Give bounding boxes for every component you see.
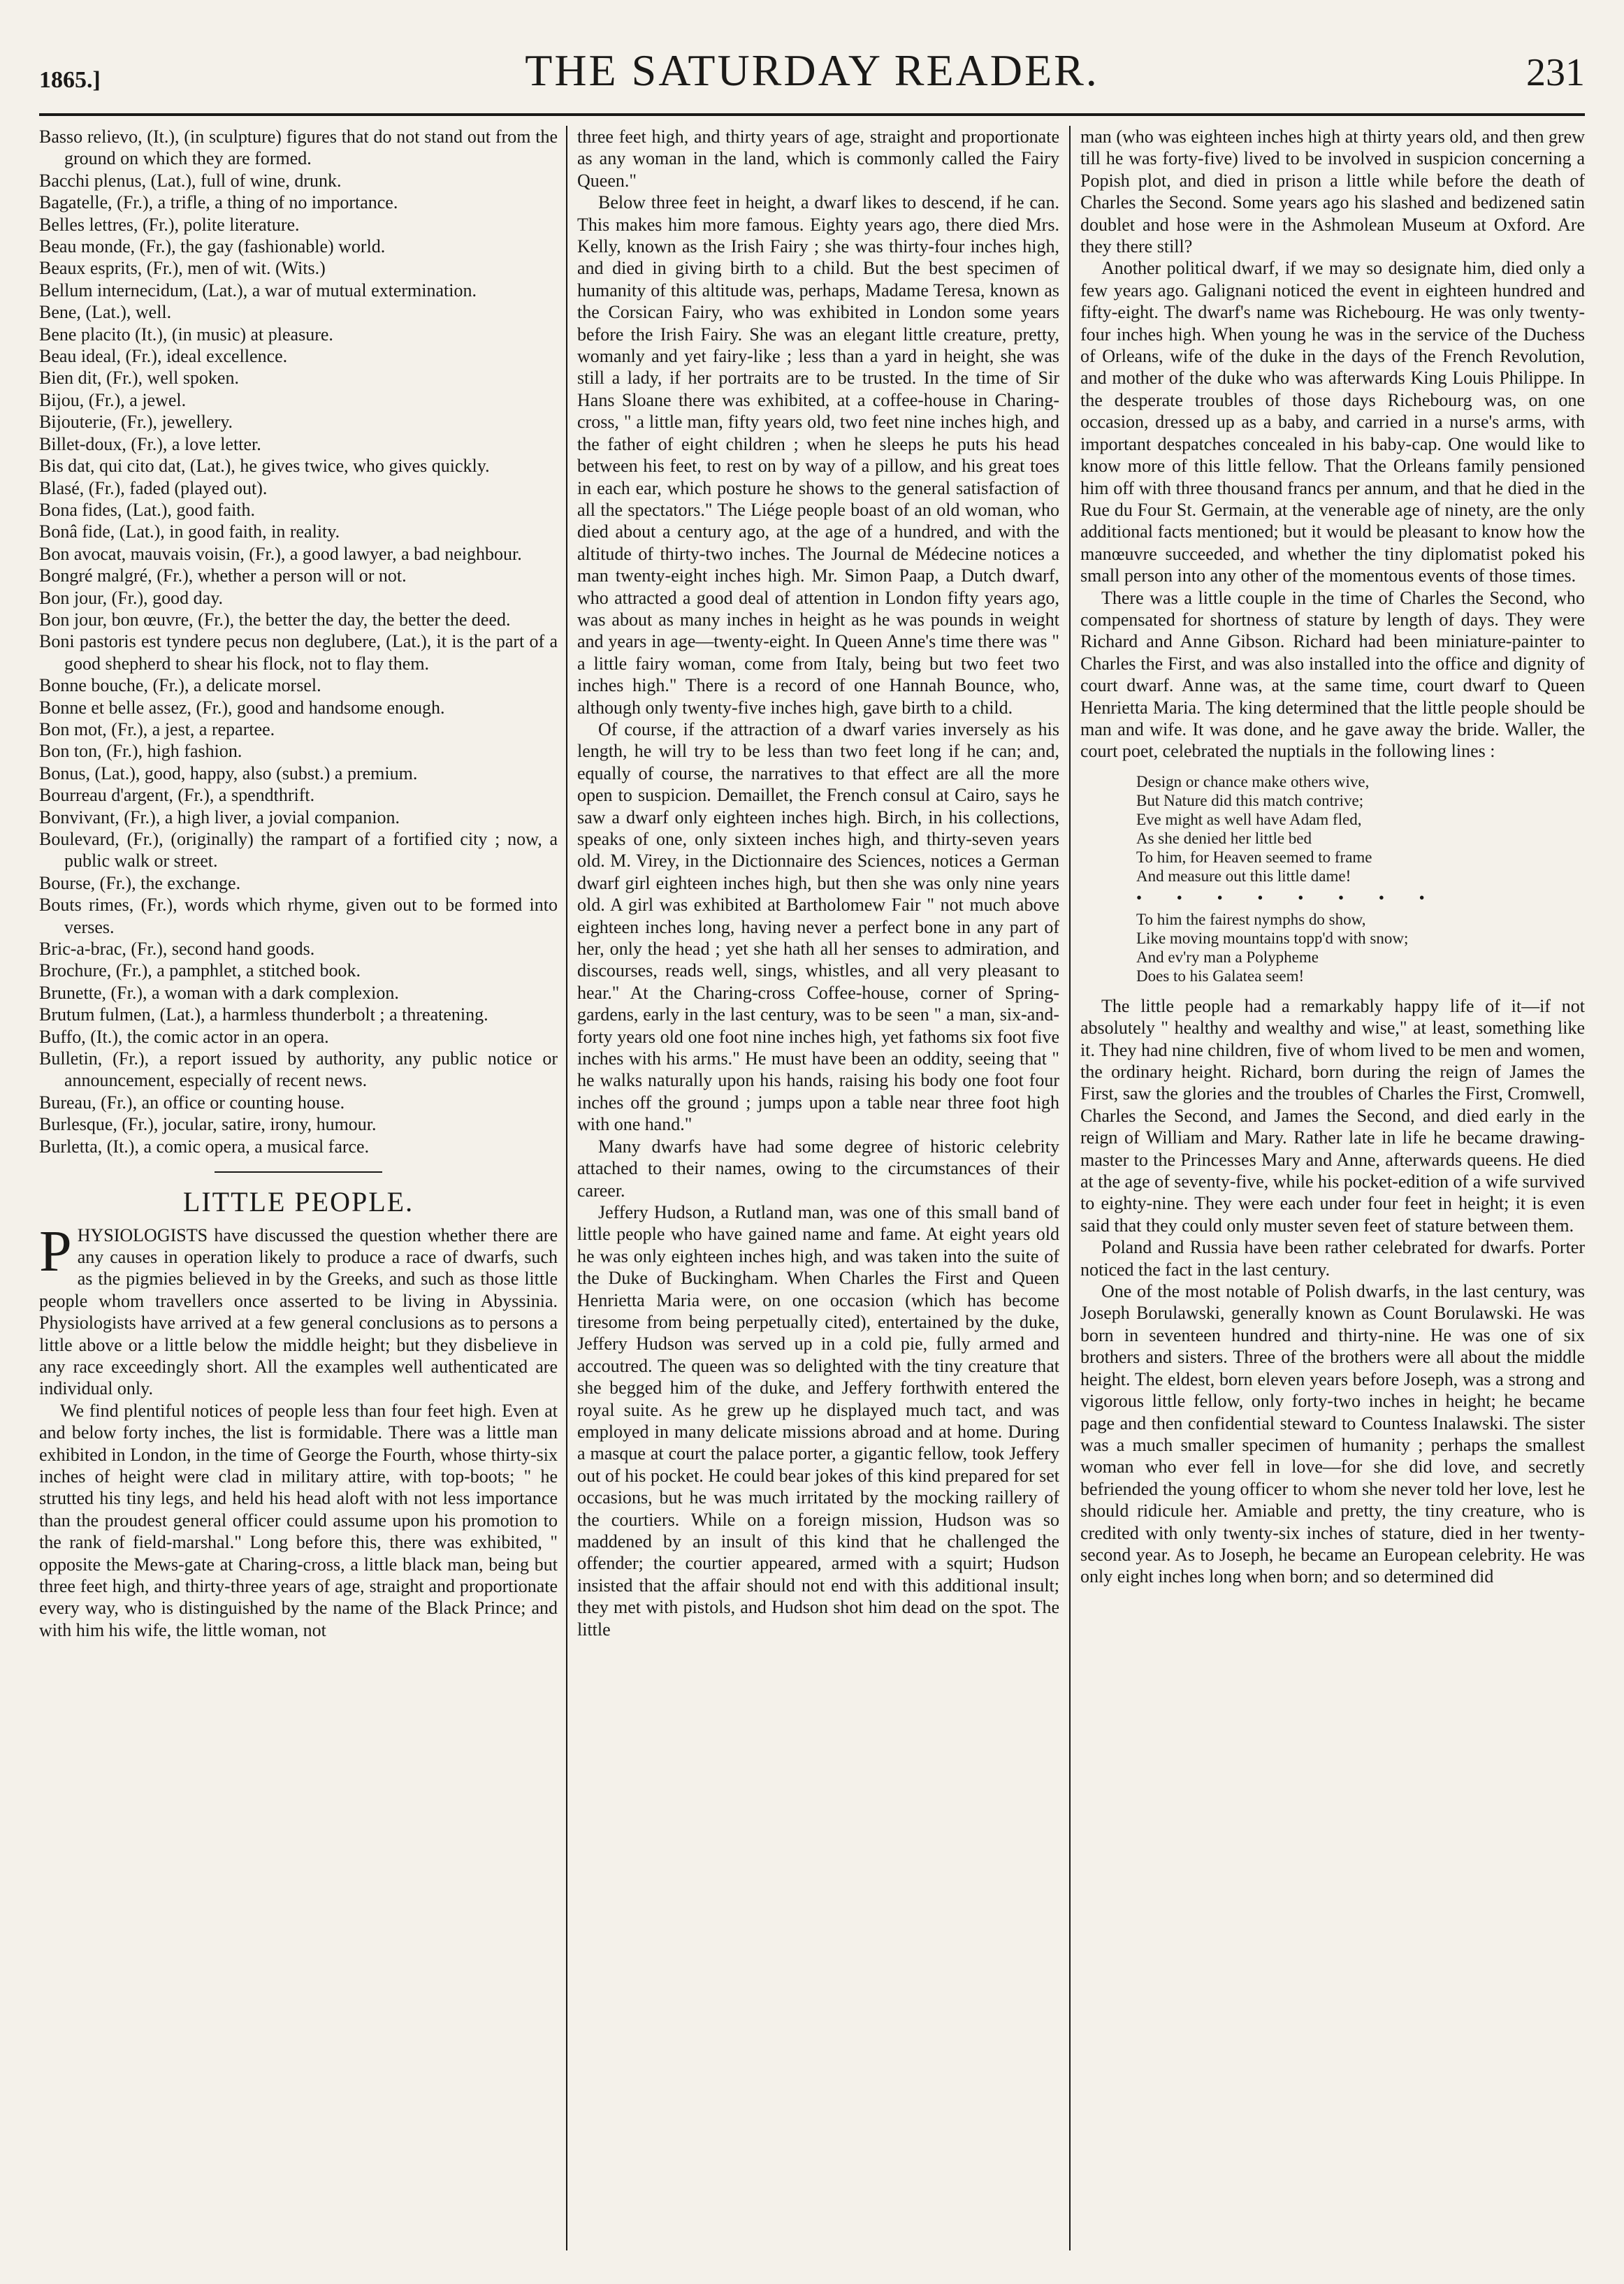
glossary-entry: Bourreau d'argent, (Fr.), a spendthrift. xyxy=(39,785,315,806)
glossary-entry: Bon avocat, mauvais voisin, (Fr.), a good lawyer, a bad neighbour. xyxy=(39,543,522,564)
glossary-entry: Bene placito (It.), (in music) at pleasure. xyxy=(39,324,333,345)
glossary-entry: Basso relievo, (It.), (in sculpture) figures that do not stand out from the ground on which they are formed. xyxy=(39,127,558,169)
article-title: LITTLE PEOPLE. xyxy=(182,1186,414,1218)
article-paragraph: Of course, if the attraction of a dwarf varies inversely as his length, he will try to be less than two feet long if he can; and, equally of course, the narratives to that effect are all the more open to suspicion. Demaillet, the French consul at Cairo, says he saw a dwarf only eighteen inches high. Birch, in his collections, speaks of one, only sixteen inches high, and thirty-seven years old. M. Virey, in the Dictionnaire des Sciences, notices a German dwarf girl eighteen inches high, but then she was only nine years old. A girl was exhibited at Bartholomew Fair " not much above eighteen inches long, having never a perfect bone in any part of her, only the head ; yet she hath all her senses to admiration, and discourses, reads well, sings, whistles, and all very pleasant to hear." At the Charing-cross Coffee-house, corner of Spring-gardens, early in the last century, was to be seen " a man, six-and-forty years old one foot nine inches high, yet fathoms six foot five inches with his arms." He must have been an oddity, seeing that " he walks naturally upon his hands, raising his body one foot four inches off the ground ; jumps upon a table near three foot high with one hand." xyxy=(577,718,1059,1135)
column-1 xyxy=(39,126,558,2264)
masthead-title: THE SATURDAY READER. xyxy=(525,45,1099,95)
article-paragraph: The little people had a remarkably happy life of it—if not absolutely " healthy and wealthy and wise," at least, something like it. They had nine children, five of whom lived to be men and women, the ordinary height. Richard, born during the reign of James the First, saw the glories and the troubles of Charles the First, Cromwell, Charles the Second, and James the Second, and died early in the reign of William and Mary. Rather late in life he became drawing-master to the Princesses Mary and Anne, afterwards queens. He died at the age of seventy-five, while his pocket-edition of a wife survived to eighty-nine. They were each under four feet in height; it is even said that they could only muster seven feet of stature between them. xyxy=(1080,995,1585,1236)
glossary-entry: Belles lettres, (Fr.), polite literature. xyxy=(39,214,300,235)
glossary-entry: Bacchi plenus, (Lat.), full of wine, drunk. xyxy=(39,170,342,191)
glossary-entry: Boni pastoris est tyndere pecus non deglubere, (Lat.), it is the part of a good shepherd to shear his flock, not to flay them. xyxy=(39,631,558,674)
glossary-entry: Bon mot, (Fr.), a jest, a repartee. xyxy=(39,718,275,739)
poem-line: And measure out this little dame! xyxy=(1136,867,1351,885)
section-divider xyxy=(215,1171,382,1173)
waller-poem xyxy=(1136,772,1585,985)
column-rule-left xyxy=(566,126,567,2250)
poem-line: Eve might as well have Adam fled, xyxy=(1136,810,1362,828)
column-3-paragraphs-before-poem xyxy=(1080,126,1585,762)
glossary-entry: Billet-doux, (Fr.), a love letter. xyxy=(39,433,261,454)
glossary-entry: Bene, (Lat.), well. xyxy=(39,302,172,323)
column-1-paragraphs xyxy=(39,1400,558,1641)
first-paragraph-text: HYSIOLOGISTS have discussed the question whether there are any causes in operation likely to produce a race of dwarfs, such as the pigmies believed in by the Greeks, and such as those little people whom travellers once asserted to be living in Abyssinia. Physiologists have arrived at a few general conclusions as to persons a little above or a little below the middle height; but they disbelieve in any race exceedingly short. All the examples well authenticated are individual only. xyxy=(39,1224,558,1399)
glossary-entry: Bonâ fide, (Lat.), in good faith, in reality. xyxy=(39,521,340,542)
poem-ellipsis-stars: • • • • • • • • xyxy=(1136,888,1440,906)
page-header xyxy=(39,36,1585,116)
poem-line: Like moving mountains topp'd with snow; xyxy=(1136,929,1409,947)
poem-line: But Nature did this match contrive; xyxy=(1136,791,1364,809)
poem-stanza-2 xyxy=(1136,910,1585,985)
glossary-entry: Bien dit, (Fr.), well spoken. xyxy=(39,368,239,389)
glossary-entry: Bis dat, qui cito dat, (Lat.), he gives twice, who gives quickly. xyxy=(39,456,490,477)
glossary-entry: Bonne bouche, (Fr.), a delicate morsel. xyxy=(39,675,321,696)
glossary-entry: Burletta, (It.), a comic opera, a musical farce. xyxy=(39,1136,370,1157)
glossary-entry: Brochure, (Fr.), a pamphlet, a stitched book. xyxy=(39,960,361,981)
article-paragraph: Many dwarfs have had some degree of historic celebrity attached to their names, owing to the circumstances of their career. xyxy=(577,1136,1059,1201)
glossary-entry: Bouts rimes, (Fr.), words which rhyme, given out to be formed into verses. xyxy=(39,895,558,937)
poem-line: To him the fairest nymphs do show, xyxy=(1136,910,1366,928)
glossary-entry: Bijouterie, (Fr.), jewellery. xyxy=(39,412,233,433)
article-paragraph: Another political dwarf, if we may so designate him, died only a few years ago. Galignani noticed the event in eighteen hundred and fifty-eight. The dwarf's name was Richebourg. He was only twenty-four inches high. When young he was in the service of the Duchess of Orleans, wife of the duke in the days of the French Revolution, and mother of the duke who was afterwards King Louis Philippe. In the desperate troubles of those days Richebourg was, on one occasion, dressed up as a baby, and carried in a nurse's arms, with important despatches concealed in his baby-cap. One would like to know more of this little fellow. That the Orleans family pensioned him off with three thousand francs per annum, and that he died in the Rue du Four St. Germain, at the venerable age of ninety, are the only additional facts mentioned; but it would be pleasant to know how the manœuvre succeeded, and whether the tiny diplomatist poked his small person into any other of the momentous events of those times. xyxy=(1080,258,1585,586)
poem-line: Does to his Galatea seem! xyxy=(1136,967,1305,985)
article-paragraph: Below three feet in height, a dwarf likes to descend, if he can. This makes him more famous. Eighty years ago, there died Mrs. Kelly, known as the Irish Fairy ; she was thirty-four inches high, and died in giving birth to a child. But the best specimen of humanity of this altitude was, perhaps, Madame Teresa, known as the Corsican Fairy, who was exhibited in London some years before the Irish Fairy. She was an elegant little creature, pretty, womanly and yet fairy-like ; less than a yard in height, she was still a lady, if her portraits are to be trusted. In the time of Sir Hans Sloane there was exhibited, at a coffee-house in Charing-cross, " a little man, fifty years old, two feet nine inches high, and the father of eight children ; when he sleeps he puts his head between his feet, to rest on by way of a pillow, and his great toes in each ear, which posture he shows to the general satisfaction of all the spectators." The Liége people boast of an old woman, who died about a century ago, at the age of a hundred, and with the altitude of thirty-two inches. The Journal de Médecine notices a man twenty-eight inches high. Mr. Simon Paap, a Dutch dwarf, who attracted a good deal of attention in London fifty years ago, was about as many inches in height as he was pounds in weight and years in age—twenty-eight. In Queen Anne's time there was " a little fairy woman, come from Italy, being but two feet two inches high." There is a record of one Hannah Bounce, who, although only twenty-five inches high, gave birth to a child. xyxy=(577,192,1059,718)
column-3 xyxy=(1080,126,1585,2264)
glossary-entry: Beau ideal, (Fr.), ideal excellence. xyxy=(39,346,288,367)
glossary-entry: Bonvivant, (Fr.), a high liver, a jovial companion. xyxy=(39,807,400,827)
page-number: 231 xyxy=(1526,51,1585,94)
glossary-list xyxy=(39,126,558,1157)
glossary-entry: Bonne et belle assez, (Fr.), good and handsome enough. xyxy=(39,697,445,718)
glossary-entry: Bourse, (Fr.), the exchange. xyxy=(39,872,241,893)
article-paragraph: There was a little couple in the time of Charles the Second, who compensated for shortness of stature by length of days. They were Richard and Anne Gibson. Richard had been miniature-painter to Charles the First, and was also installed into the office and dignity of court dwarf. Anne was, at the same time, court dwarf to Queen Henrietta Maria. The king determined that the little people should be man and wife. It was done, and he gave away the bride. Waller, the court poet, celebrated the nuptials in the following lines : xyxy=(1080,587,1585,762)
poem-line: And ev'ry man a Polypheme xyxy=(1136,948,1319,966)
glossary-entry: Bongré malgré, (Fr.), whether a person will or not. xyxy=(39,565,407,586)
column-2-paragraphs xyxy=(577,126,1059,1640)
glossary-entry: Bijou, (Fr.), a jewel. xyxy=(39,389,187,410)
glossary-entry: Brunette, (Fr.), a woman with a dark complexion. xyxy=(39,982,399,1003)
glossary-entry: Bona fides, (Lat.), good faith. xyxy=(39,499,256,520)
glossary-entry: Bagatelle, (Fr.), a trifle, a thing of no importance. xyxy=(39,192,398,213)
column-2 xyxy=(577,126,1059,2264)
article-paragraph: Jeffery Hudson, a Rutland man, was one of this small band of little people who have gained name and fame. At eight years old he was only eighteen inches high, and was taken into the suite of the Duke of Buckingham. When Charles the First and Queen Henrietta Maria were, on one occasion (which has become tiresome from being perpetually cited), entertained by the duke, Jeffery Hudson was served up in a cold pie, fully armed and accoutred. The queen was so delighted with the tiny creature that she begged him of the duke, and Jeffery forthwith entered the royal suite. As he grew up he displayed much tact, and was employed in many delicate missions abroad and at home. During a masque at court the palace porter, a gigantic fellow, took Jeffery out of his pocket. He could bear jokes of this kind prepared for set occasions, but he was much irritated by the mocking raillery of the courtiers. While on a foreign mission, Hudson was so maddened by an insult of this kind that he challenged the offender; the courtier appeared, armed with a squirt; Hudson insisted that the affair should not end with this additional insult; they met with pistols, and Hudson shot him dead on the spot. The little xyxy=(577,1201,1059,1640)
glossary-entry: Buffo, (It.), the comic actor in an opera. xyxy=(39,1026,329,1047)
glossary-entry: Blasé, (Fr.), faded (played out). xyxy=(39,477,268,498)
glossary-entry: Beau monde, (Fr.), the gay (fashionable) world. xyxy=(39,236,386,257)
glossary-entry: Bonus, (Lat.), good, happy, also (subst.) a premium. xyxy=(39,762,418,783)
glossary-entry: Burlesque, (Fr.), jocular, satire, irony, humour. xyxy=(39,1114,377,1135)
header-year: 1865.] xyxy=(39,67,101,93)
glossary-entry: Bon ton, (Fr.), high fashion. xyxy=(39,741,242,762)
poem-line: To him, for Heaven seemed to frame xyxy=(1136,848,1372,866)
article-paragraph: man (who was eighteen inches high at thirty years old, and then grew till he was forty-five) lived to be involved in suspicion concerning a Popish plot, and died in prison a little while before the death of Charles the Second. Some years ago his slashed and bedizened satin doublet and hose were in the Ashmolean Museum at Oxford. Are they there still? xyxy=(1080,127,1585,257)
article-paragraph: One of the most notable of Polish dwarfs, in the last century, was Joseph Borulawski, generally known as Count Borulawski. He was born in seventeen hundred and thirty-nine. He was one of six brothers and sisters. Three of the brothers were all about the middle height. The eldest, born eleven years before Joseph, was a strong and vigorous little fellow, only forty-two inches in height; he became page and then confidential steward to Countess Inalawski. The sister was a much smaller specimen of humanity ; perhaps the smallest woman who ever fell in love—for she did love, and secretly befriended the young officer to whom she never told her love, lest he should ridicule her. Amiable and pretty, the tiny creature, who is credited with only twenty-six inches of stature, died in her twenty-second year. As to Joseph, he became an European celebrity. He was only eight inches long when born; and so determined did xyxy=(1080,1281,1585,1587)
glossary-entry: Beaux esprits, (Fr.), men of wit. (Wits.) xyxy=(39,258,326,279)
poem-line: As she denied her little bed xyxy=(1136,829,1312,847)
poem-stanza-1 xyxy=(1136,772,1585,886)
glossary-entry: Bulletin, (Fr.), a report issued by authority, any public notice or announcement, especially of recent news. xyxy=(39,1048,558,1091)
article-paragraph: three feet high, and thirty years of age, straight and proportionate as any woman in the land, which is commonly called the Fairy Queen." xyxy=(577,127,1059,191)
article-paragraph: We find plentiful notices of people less than four feet high. Even at and below forty inches, the list is formidable. There was a little man exhibited in London, in the time of George the Fourth, whose thirty-six inches of height were clad in military attire, with top-boots; " he strutted his tiny legs, and held his head aloft with not less importance than the proudest general officer could assume upon his promotion to the rank of field-marshal." Long before this, there was exhibited, " opposite the Mews-gate at Charing-cross, a little black man, being but three feet high, and thirty-three years of age, straight and proportionate every way, who is distinguished by the name of the Black Prince; and with him his wife, the little woman, not xyxy=(39,1400,558,1640)
column-rule-right xyxy=(1069,126,1071,2250)
poem-line: Design or chance make others wive, xyxy=(1136,772,1370,790)
glossary-entry: Boulevard, (Fr.), (originally) the rampart of a fortified city ; now, a public walk or street. xyxy=(39,829,558,872)
glossary-entry: Bon jour, (Fr.), good day. xyxy=(39,587,224,608)
article-paragraph: Poland and Russia have been rather celebrated for dwarfs. Porter noticed the fact in the last century. xyxy=(1080,1237,1585,1280)
drop-cap: P xyxy=(39,1218,72,1284)
article-first-paragraph xyxy=(39,1218,558,1400)
glossary-entry: Bureau, (Fr.), an office or counting house. xyxy=(39,1092,345,1113)
glossary-entry: Bon jour, bon œuvre, (Fr.), the better the day, the better the deed. xyxy=(39,609,511,630)
glossary-entry: Brutum fulmen, (Lat.), a harmless thunderbolt ; a threatening. xyxy=(39,1004,488,1025)
glossary-entry: Bellum internecidum, (Lat.), a war of mutual extermination. xyxy=(39,280,477,301)
column-3-paragraphs-after-poem xyxy=(1080,995,1585,1588)
glossary-entry: Bric-a-brac, (Fr.), second hand goods. xyxy=(39,939,315,960)
